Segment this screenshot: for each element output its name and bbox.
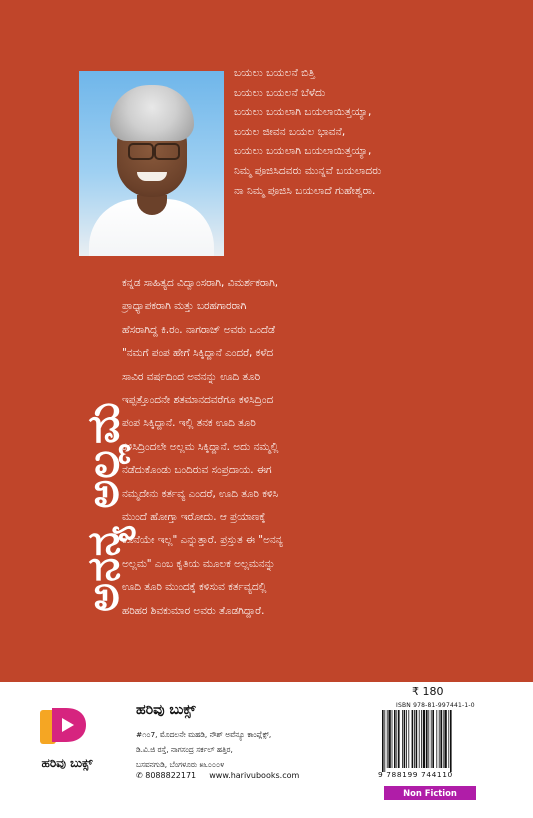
blurb-line: ಇಪ್ಪತ್ತೊಂದನೇ ಶತಮಾನದವರೆಗೂ ಕಳಿಸಿದ್ರಿಂದ xyxy=(122,394,274,407)
isbn-label: ISBN 978-81-997441-1-0 xyxy=(396,702,475,709)
barcode-bar xyxy=(426,710,428,768)
footer xyxy=(0,682,533,818)
book-title-vertical: ಅನನ್ಯ ಅಲ್ಲಮ xyxy=(78,401,129,612)
blurb-line: ಹೆಸರಾಗಿದ್ದ ಕಿ.ರಂ. ನಾಗರಾಜ್ ಅವರು ಒಂದೆಡೆ xyxy=(122,323,276,336)
barcode-bar xyxy=(443,710,444,768)
poem-line: ಬಯಲು ಬಯಲನೆ ಬೆಳೆದು xyxy=(234,86,326,99)
blurb-line: ಪಂಪ ಸಿಕ್ಕಿದ್ದಾನೆ. ಇಲ್ಲಿ ತನಕ ಊದಿ ತೂರಿ xyxy=(122,417,256,430)
blurb-line: ಸಾವಿರ ವರ್ಷದಿಂದ ಅವನನ್ನು ಊದಿ ತೂರಿ xyxy=(122,370,261,383)
author-photo-glasses-right xyxy=(154,143,180,160)
blurb-text xyxy=(122,272,527,623)
barcode-bar xyxy=(436,710,437,768)
barcode-bar xyxy=(392,710,393,768)
barcode-bar xyxy=(450,710,452,772)
poem-line: ಬಯಲು ಬಯಲಾಗಿ ಬಯಲಾಯಿತ್ತಯ್ಯಾ, xyxy=(234,106,372,119)
publisher-contact xyxy=(136,771,299,780)
phone-icon: ✆ xyxy=(136,771,143,780)
phone-number: 8088822171 xyxy=(145,771,197,780)
publisher-logo-icon xyxy=(38,704,88,746)
barcode-bar xyxy=(408,710,409,768)
blurb-line: ನಮ್ಮದೇನು ಕರ್ತವ್ಯ ಎಂದರೆ, ಊದಿ ತೂರಿ ಕಳಿಸಿ xyxy=(122,487,279,500)
blurb-line: ನಡೆದುಕೊಂಡು ಬಂದಿರುವ ಸಂಪ್ರದಾಯ. ಈಗ xyxy=(122,464,272,477)
barcode-digits: 9 788199 744110 xyxy=(378,770,453,779)
barcode-bar xyxy=(416,710,418,768)
barcode-bar xyxy=(444,710,446,768)
logo-text: ಹರಿವು ಬುಕ್ಸ್ xyxy=(41,756,93,770)
blurb-line: ಮುಂದೆ ಹೋಗ್ತಾ ಇರೋದು. ಆ ಪ್ರಯಾಣಕ್ಕೆ xyxy=(122,511,266,524)
poem-line: ನಿಮ್ಮ ಪೂಜಿಸಿದವರು ಮುನ್ನವೆ ಬಯಲಾದರು xyxy=(234,164,382,177)
barcode-bar xyxy=(387,710,388,768)
barcode-bar xyxy=(439,710,440,768)
barcode-bar xyxy=(428,710,429,768)
barcode-bar xyxy=(384,710,385,772)
barcode-bar xyxy=(388,710,390,768)
barcode-bar xyxy=(419,710,420,768)
barcode-bar xyxy=(402,710,403,768)
blurb-line: ಅಲ್ಲಮ" ಎಂಬ ಕೃತಿಯ ಮೂಲಕ ಅಲ್ಲಮನನ್ನು xyxy=(122,557,276,570)
author-photo-hair xyxy=(110,85,194,141)
blurb-line: "ನಮಗೆ ಪಂಪ ಹೇಗೆ ಸಿಕ್ಕಿದ್ದಾನೆ ಎಂದರೆ, ಕಳೆದ xyxy=(122,347,274,360)
blurb-line: ಊದಿ ತೂರಿ ಮುಂದಕ್ಕೆ ಕಳಿಸುವ ಕರ್ತವ್ಯದಲ್ಲಿ xyxy=(122,581,267,594)
publisher-address xyxy=(136,727,366,772)
blurb-line: ಹರಿಹರ ಶಿವಕುಮಾರ ಅವರು ತೊಡಗಿದ್ದಾರೆ. xyxy=(122,604,265,617)
blurb-line: ಕೊನೆಯೇ ಇಲ್ಲ" ಎನ್ನುತ್ತಾರೆ. ಪ್ರಸ್ತುತ ಈ "ಅನನ್ಯ xyxy=(122,534,283,547)
barcode-bar xyxy=(421,710,422,768)
barcode-bar xyxy=(396,710,397,768)
blurb-line: ಕಳಿಸಿದ್ರಿಂದಲೇ ಅಲ್ಲಮ ಸಿಕ್ಕಿದ್ದಾನೆ. ಅದು ನಮ್ಮಲ್ಲಿ xyxy=(122,440,279,453)
barcode-bar xyxy=(404,710,406,768)
publisher-name: ಹರಿವು ಬುಕ್ಸ್ xyxy=(136,702,196,718)
barcode xyxy=(380,710,478,772)
price: ₹ 180 xyxy=(412,685,444,698)
address-line: #೧೦7, ಮೊದಲನೇ ಮಹಡಿ, ನೌಶ್ ಅವೆನ್ಯೂ ಕಾಂಪ್ಲೆಕ್ಸ್, xyxy=(136,730,272,739)
barcode-bar xyxy=(414,710,415,768)
barcode-bar xyxy=(394,710,396,768)
address-line: ಡಿ.ವಿ.ಜಿ ರಸ್ತೆ, ನಾಗಸಂದ್ರ ಸರ್ಕಲ್ ಹತ್ತಿರ, xyxy=(136,745,233,754)
barcode-bar xyxy=(382,710,384,772)
barcode-bar xyxy=(423,710,425,768)
author-photo xyxy=(79,71,224,256)
barcode-bar xyxy=(432,710,434,768)
poem-line: ಬಯಲ ಜೀವನ ಬಯಲ ಭಾವನೆ, xyxy=(234,125,346,138)
blurb-line: ಪ್ರಾಧ್ಯಾಪಕರಾಗಿ ಮತ್ತು ಬರಹಗಾರರಾಗಿ xyxy=(122,300,247,313)
barcode-bar xyxy=(406,710,407,768)
address-line: ಬಸವನಗುಡಿ, ಬೆಂಗಳೂರು ೫೬೦೦೦೪ xyxy=(136,760,225,769)
poem-block xyxy=(234,64,524,201)
poem-line: ಬಯಲು ಬಯಲನೆ ಬಿತ್ತಿ xyxy=(234,67,315,79)
website-link[interactable]: www.harivubooks.com xyxy=(209,771,300,780)
barcode-bar xyxy=(412,710,414,768)
barcode-bar xyxy=(448,710,449,768)
barcode-bar xyxy=(431,710,432,768)
poem-line: ನಾ ನಿಮ್ಮ ಪೂಜಿಸಿ ಬಯಲಾದೆ ಗುಹೇಶ್ವರಾ. xyxy=(234,184,376,197)
poem-line: ಬಯಲು ಬಯಲಾಗಿ ಬಯಲಾಯಿತ್ತಯ್ಯಾ, xyxy=(234,145,372,158)
blurb-line: ಕನ್ನಡ ಸಾಹಿತ್ಯದ ವಿದ್ವಾಂಸರಾಗಿ, ವಿಮರ್ಶಕರಾಗಿ, xyxy=(122,277,279,289)
barcode-bar xyxy=(440,710,442,768)
author-photo-smile xyxy=(137,172,167,181)
author-photo-glasses-left xyxy=(128,143,154,160)
genre-badge: Non Fiction xyxy=(384,786,476,800)
barcode-bar xyxy=(398,710,400,768)
